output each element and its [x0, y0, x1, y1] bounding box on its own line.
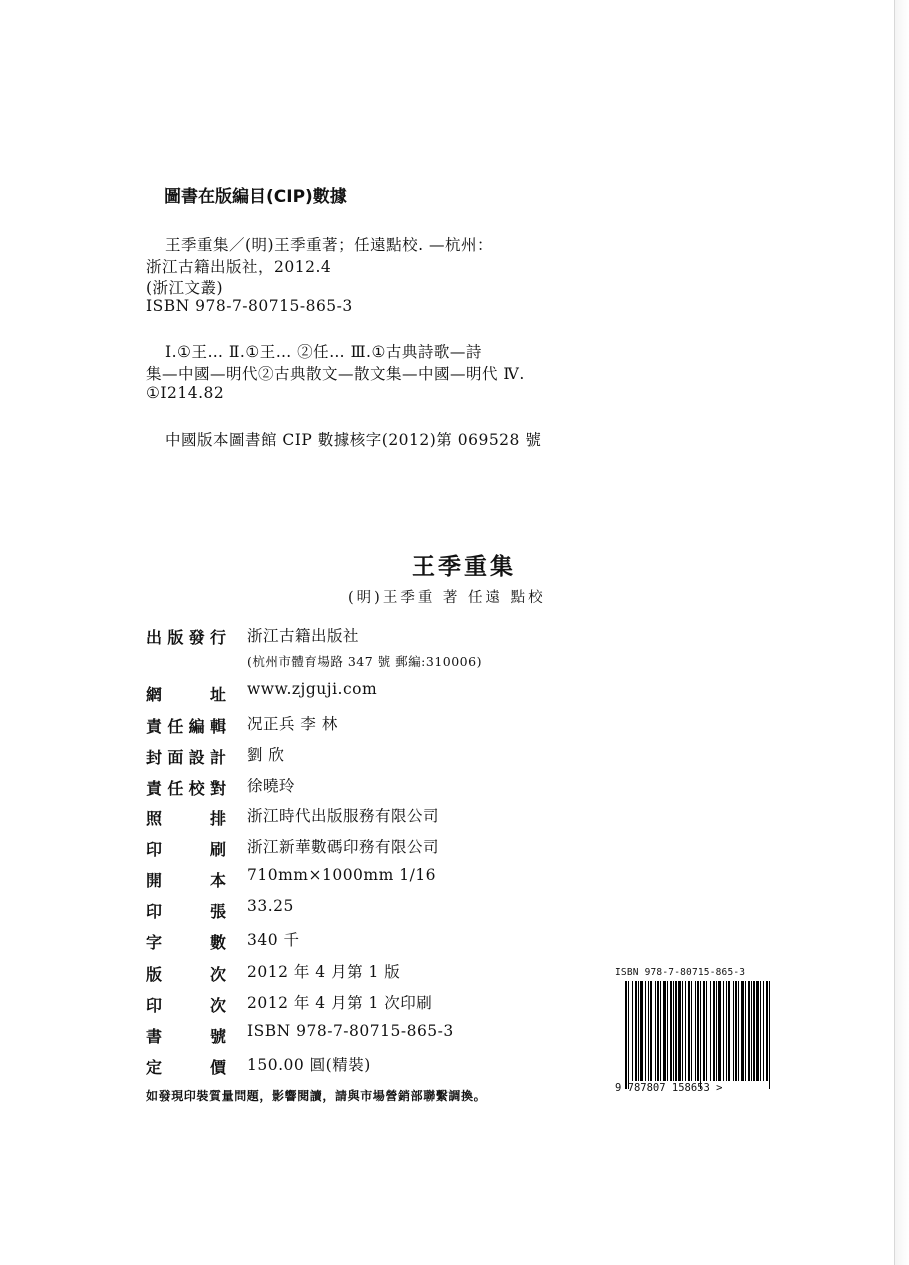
barcode-bar — [756, 981, 759, 1081]
barcode-bar — [695, 981, 696, 1081]
cip-line-1: 王季重集／(明)王季重著；任遠點校. —杭州： — [165, 236, 493, 254]
value-cover-design: 劉 欣 — [247, 746, 285, 764]
barcode-bar — [760, 981, 761, 1081]
label-price: 定 價 — [146, 1058, 226, 1077]
value-format: 710mm×1000mm 1/16 — [247, 866, 437, 884]
barcode-bar — [741, 981, 744, 1081]
value-price: 150.00 圓(精裝) — [247, 1056, 371, 1074]
barcode-bar — [682, 981, 683, 1081]
label-printing: 印 刷 — [146, 840, 226, 859]
label-cover-design: 封 面 設 計 — [146, 748, 226, 767]
value-typesetting: 浙江時代出版服務有限公司 — [247, 807, 440, 825]
barcode-bar — [763, 981, 764, 1081]
value-editor: 况正兵 李 林 — [247, 715, 338, 733]
cip-series: (浙江文叢) — [146, 279, 224, 297]
barcode-bar — [728, 981, 730, 1081]
value-proofreader: 徐曉玲 — [247, 777, 296, 795]
barcode-bar — [632, 981, 633, 1081]
barcode-bar — [660, 981, 661, 1081]
barcode-bar — [726, 981, 727, 1081]
barcode-bar — [748, 981, 750, 1081]
label-proofreader: 責 任 校 對 — [146, 779, 226, 798]
barcode-bar — [628, 981, 629, 1089]
barcode-bar — [745, 981, 746, 1081]
quality-notice: 如發現印裝質量問題，影響閱讀，請與市場營銷部聯繫調換。 — [146, 1089, 487, 1103]
cip-class-2: 集—中國—明代②古典散文—散文集—中國—明代 Ⅳ. — [146, 365, 525, 383]
barcode-bar — [766, 981, 768, 1081]
barcode-bar — [716, 981, 717, 1081]
barcode-bar — [706, 981, 707, 1081]
barcode-bar — [738, 981, 739, 1081]
label-edition: 版 次 — [146, 965, 226, 984]
value-website: www.zjguji.com — [247, 680, 378, 698]
barcode-bar — [673, 981, 674, 1081]
label-impression: 印 次 — [146, 996, 226, 1015]
barcode-bar — [769, 981, 770, 1089]
value-edition: 2012 年 4 月第 1 版 — [247, 963, 401, 981]
barcode-bar — [735, 981, 737, 1081]
page-edge — [894, 0, 909, 1265]
value-book-number: ISBN 978-7-80715-865-3 — [247, 1022, 454, 1040]
label-sheets: 印 張 — [146, 902, 226, 921]
cip-line-2: 浙江古籍出版社，2012.4 — [146, 258, 332, 276]
value-word-count: 340 千 — [247, 931, 300, 949]
barcode-bar — [640, 981, 643, 1081]
barcode-bars — [625, 981, 775, 1089]
isbn-barcode — [615, 967, 780, 1094]
book-title: 王季重集 — [412, 554, 516, 580]
barcode-bar — [691, 981, 692, 1081]
label-website: 網 址 — [146, 685, 226, 704]
barcode-bar — [670, 981, 672, 1081]
publisher-address: (杭州市體育場路 347 號 郵編:310006) — [247, 654, 482, 669]
barcode-bar — [713, 981, 715, 1081]
barcode-bar — [638, 981, 639, 1081]
label-format: 開 本 — [146, 871, 226, 890]
barcode-bar — [718, 981, 721, 1081]
barcode-bar — [675, 981, 677, 1081]
barcode-bar — [733, 981, 734, 1081]
barcode-bar — [655, 981, 656, 1081]
value-printing: 浙江新華數碼印務有限公司 — [247, 838, 440, 856]
label-publisher: 出 版 發 行 — [146, 628, 226, 647]
value-sheets: 33.25 — [247, 897, 294, 915]
barcode-bar — [650, 981, 652, 1081]
barcode-bar — [663, 981, 666, 1081]
book-authors: (明)王季重 著 任遠 點校 — [348, 590, 546, 606]
cip-class-1: Ⅰ.①王… Ⅱ.①王… ②任… Ⅲ.①古典詩歌—詩 — [165, 343, 482, 361]
barcode-bar — [753, 981, 755, 1081]
barcode-bar — [700, 981, 701, 1089]
barcode-bar — [697, 981, 699, 1081]
barcode-bar — [635, 981, 637, 1081]
barcode-isbn-text: ISBN 978-7-80715-865-3 — [615, 967, 746, 978]
barcode-bar — [723, 981, 724, 1081]
value-impression: 2012 年 4 月第 1 次印刷 — [247, 994, 433, 1012]
barcode-ean-digits: 9 787807 158653 > — [615, 1082, 723, 1094]
label-typesetting: 照 排 — [146, 809, 226, 828]
cip-record-number: 中國版本圖書館 CIP 數據核字(2012)第 069528 號 — [165, 431, 542, 449]
value-publisher: 浙江古籍出版社 — [247, 627, 360, 645]
label-word-count: 字 數 — [146, 933, 226, 952]
barcode-bar — [625, 981, 627, 1089]
barcode-bar — [703, 981, 705, 1081]
cip-heading: 圖書在版編目(CIP)數據 — [164, 187, 347, 207]
label-book-number: 書 號 — [146, 1027, 226, 1046]
barcode-bar — [657, 981, 659, 1081]
barcode-bar — [685, 981, 686, 1081]
barcode-bar — [648, 981, 649, 1081]
barcode-bar — [688, 981, 690, 1081]
barcode-bar — [751, 981, 752, 1081]
barcode-bar — [710, 981, 711, 1081]
cip-isbn: ISBN 978-7-80715-865-3 — [146, 297, 353, 315]
barcode-bar — [645, 981, 646, 1081]
barcode-bar — [667, 981, 668, 1081]
barcode-bar — [678, 981, 681, 1081]
label-editor: 責 任 編 輯 — [146, 717, 226, 736]
cip-class-3: ①I214.82 — [146, 384, 225, 402]
